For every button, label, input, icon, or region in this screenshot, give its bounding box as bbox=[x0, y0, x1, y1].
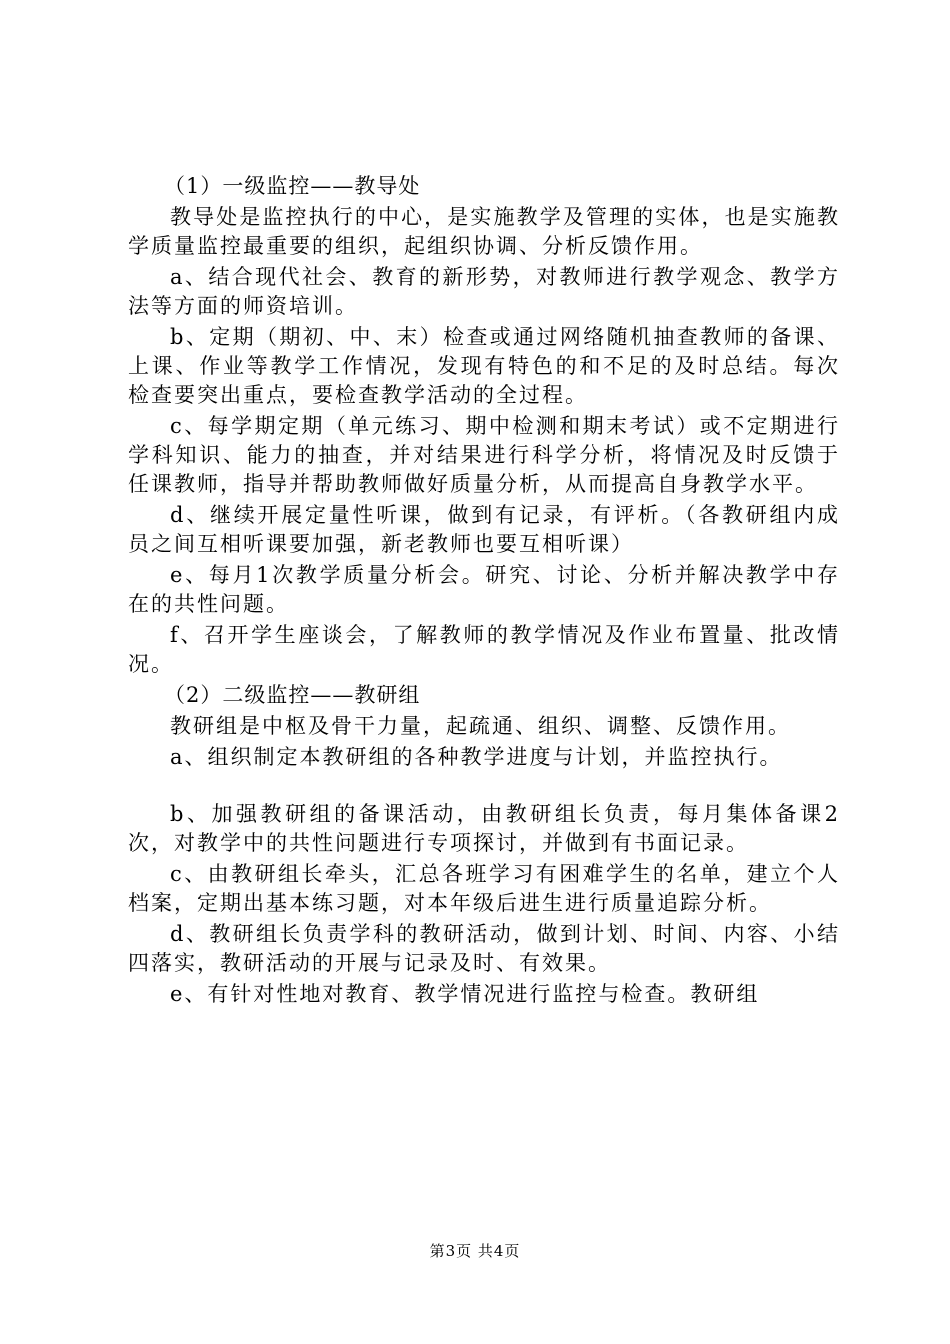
paragraph-gap bbox=[128, 774, 840, 800]
paragraph-item-b: b、定期（期初、中、末）检查或通过网络随机抽查教师的备课、上课、作业等教学工作情况，发现有特色的和不足的及时总结。每次检查要突出重点，要检查教学活动的全过程。 bbox=[128, 325, 840, 407]
paragraph-item-d: d、继续开展定量性听课，做到有记录，有评析。（各教研组内成员之间互相听课要加强，新老教师也要互相听课） bbox=[128, 503, 840, 556]
document-body bbox=[128, 172, 840, 1011]
paragraph-item-e-level-2: e、有针对性地对教育、教学情况进行监控与检查。教研组 bbox=[170, 982, 760, 1006]
paragraph-intro-level-2: 教研组是中枢及骨干力量，起疏通、组织、调整、反馈作用。 bbox=[170, 714, 791, 738]
paragraph-item-b-level-2: b、加强教研组的备课活动，由教研组长负责，每月集体备课2次，对教学中的共性问题进行专项探讨，并做到有书面记录。 bbox=[128, 802, 840, 855]
paragraph-item-c: c、每学期定期（单元练习、期中检测和期末考试）或不定期进行学科知识、能力的抽查，并对结果进行科学分析，将情况及时反馈于任课教师，指导并帮助教师做好质量分析，从而提高自身教学水平。 bbox=[128, 414, 840, 496]
paragraph-item-a-level-2: a、组织制定本教研组的各种教学进度与计划，并监控执行。 bbox=[170, 745, 783, 769]
paragraph-item-d-level-2: d、教研组长负责学科的教研活动，做到计划、时间、内容、小结四落实，教研活动的开展与记录及时、有效果。 bbox=[128, 922, 840, 975]
section-heading-level-2: （2）二级监控——教研组 bbox=[164, 683, 421, 707]
paragraph-item-c-level-2: c、由教研组长牵头，汇总各班学习有困难学生的名单，建立个人档案，定期出基本练习题，对本年级后进生进行质量追踪分析。 bbox=[128, 862, 840, 915]
paragraph-item-e: e、每月1次教学质量分析会。研究、讨论、分析并解决教学中存在的共性问题。 bbox=[128, 563, 840, 616]
section-heading-level-1: （1）一级监控——教导处 bbox=[164, 174, 421, 198]
page-number-footer: 第3页 共4页 bbox=[429, 1242, 521, 1260]
paragraph-intro-level-1: 教导处是监控执行的中心，是实施教学及管理的实体，也是实施教学质量监控最重要的组织，起组织协调、分析反馈作用。 bbox=[128, 205, 840, 258]
paragraph-item-f: f、召开学生座谈会，了解教师的教学情况及作业布置量、批改情况。 bbox=[128, 623, 840, 676]
paragraph-item-a: a、结合现代社会、教育的新形势，对教师进行教学观念、教学方法等方面的师资培训。 bbox=[128, 265, 840, 318]
